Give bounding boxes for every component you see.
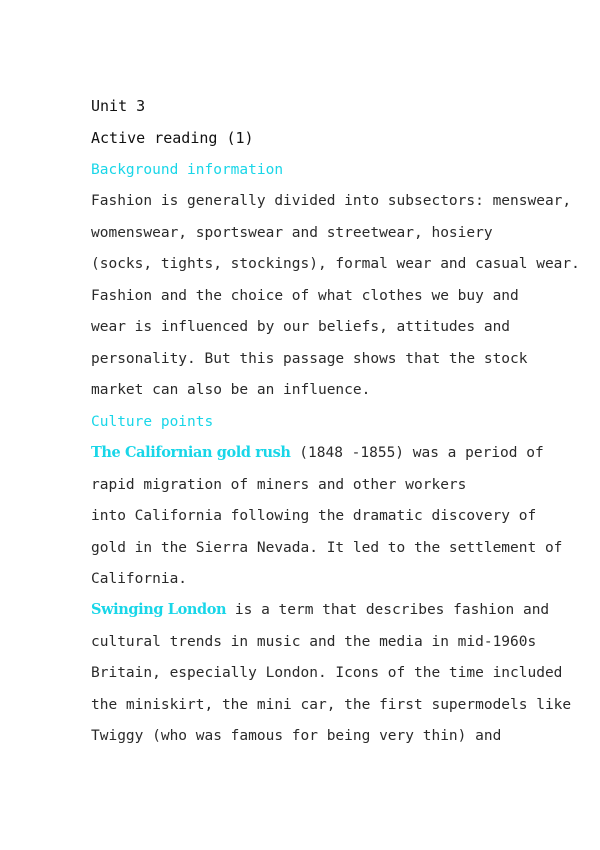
background-line: Fashion and the choice of what clothes we buy and [91,288,519,304]
section-title: Active reading (1) [91,129,254,147]
background-line: personality. But this passage shows that the stock [91,351,528,367]
swinging-london-term: Swinging London [91,601,227,618]
swinging-london-first-line [91,600,549,620]
gold-rush-line: California. [91,571,188,587]
background-line: womenswear, sportswear and streetwear, hosiery [91,225,493,241]
background-line: market can also be an influence. [91,382,371,398]
background-line: Fashion is generally divided into subsectors: menswear, [91,193,572,209]
gold-rush-line: into California following the dramatic discovery of [91,508,537,524]
gold-rush-line: gold in the Sierra Nevada. It led to the settlement of [91,540,563,556]
unit-title: Unit 3 [91,97,146,115]
gold-rush-first-line [91,443,544,463]
swinging-london-line: Britain, especially London. Icons of the time included [91,665,563,681]
swinging-london-first-line-text: is a term that describes fashion and [226,602,550,618]
background-line: (socks, tights, stockings), formal wear and casual wear. [91,256,580,272]
swinging-london-line: Twiggy (who was famous for being very thin) and [91,728,502,744]
background-line: wear is influenced by our beliefs, attitudes and [91,319,511,335]
background-heading: Background information [91,162,284,178]
gold-rush-term: The Californian gold rush [91,444,291,461]
culture-heading: Culture points [91,414,214,430]
gold-rush-first-line-text: (1848 -1855) was a period of [290,445,544,461]
gold-rush-line: rapid migration of miners and other workers [91,477,467,493]
swinging-london-line: the miniskirt, the mini car, the first supermodels like [91,697,572,713]
swinging-london-line: cultural trends in music and the media in mid-1960s [91,634,537,650]
